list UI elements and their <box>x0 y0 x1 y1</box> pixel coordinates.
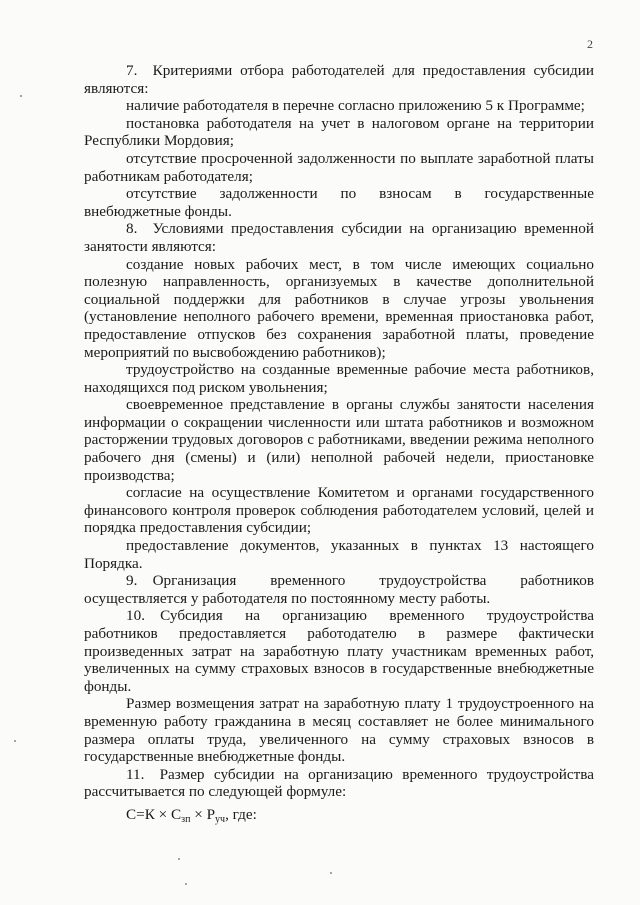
paragraph: постановка работодателя на учет в налоговом органе на территории Республики Мордовия; <box>84 114 594 150</box>
formula-subscript: уч <box>215 814 226 825</box>
formula-part: С=К × С <box>126 806 182 823</box>
subsidy-formula <box>126 806 257 825</box>
paragraph: 10. Субсидия на организацию временного трудоустройства работников предоставляется работодателю в размере фактически произведенных затрат на заработную плату участникам временных работ, увеличенных на сумму страховых взносов в государственные внебюджетные фонды. <box>84 607 594 695</box>
paragraph: 11. Размер субсидии на организацию временного трудоустройства рассчитывается по следующей формуле: <box>84 765 594 801</box>
scan-speck <box>185 883 187 885</box>
formula-subscript: зп <box>181 814 191 825</box>
scan-speck <box>178 858 180 860</box>
paragraph: предоставление документов, указанных в пунктах 13 настоящего Порядка. <box>84 537 594 572</box>
paragraph: своевременное представление в органы службы занятости населения информации о сокращении численности или штата работников и возможном расторжении трудовых договоров с работниками, введении режима неполного рабочего дня (смены) и (или) неполной рабочей недели, приостановке производства; <box>84 396 594 484</box>
paragraph: отсутствие просроченной задолженности по выплате заработной платы работникам работодателя; <box>84 149 594 185</box>
paragraph: создание новых рабочих мест, в том числе имеющих социально полезную направленность, организуемых в качестве дополнительной социальной поддержки для работников в случае угрозы увольнения (установление неполного рабочего времени, временная приостановка работ, предоставление отпусков без сохранения заработной платы, проведение мероприятий по высвобождению работников); <box>84 255 594 361</box>
paragraph: трудоустройство на созданные временные рабочие места работников, находящихся под риском увольнения; <box>84 361 594 396</box>
page-number: 2 <box>587 37 593 51</box>
formula-part: , где: <box>225 806 257 823</box>
document-body <box>84 62 594 801</box>
scan-speck <box>330 872 332 874</box>
paragraph: 7. Критериями отбора работодателей для предоставления субсидии являются: <box>84 62 594 97</box>
formula-part: × Р <box>190 806 216 823</box>
scan-speck <box>14 740 16 742</box>
scan-speck <box>20 95 22 97</box>
paragraph: отсутствие задолженности по взносам в государственные внебюджетные фонды. <box>84 185 594 220</box>
paragraph: 9. Организация временного трудоустройства работников осуществляется у работодателя по постоянному месту работы. <box>84 572 594 607</box>
paragraph: согласие на осуществление Комитетом и органами государственного финансового контроля проверок соблюдения работодателем условий, целей и порядка предоставления субсидии; <box>84 484 594 537</box>
paragraph: 8. Условиями предоставления субсидии на организацию временной занятости являются: <box>84 220 594 255</box>
paragraph: Размер возмещения затрат на заработную плату 1 трудоустроенного на временную работу гражданина в месяц составляет не более минимального размера оплаты труда, увеличенного на сумму страховых взносов в государственные внебюджетные фонды. <box>84 695 594 766</box>
paragraph: наличие работодателя в перечне согласно приложению 5 к Программе; <box>126 97 585 115</box>
